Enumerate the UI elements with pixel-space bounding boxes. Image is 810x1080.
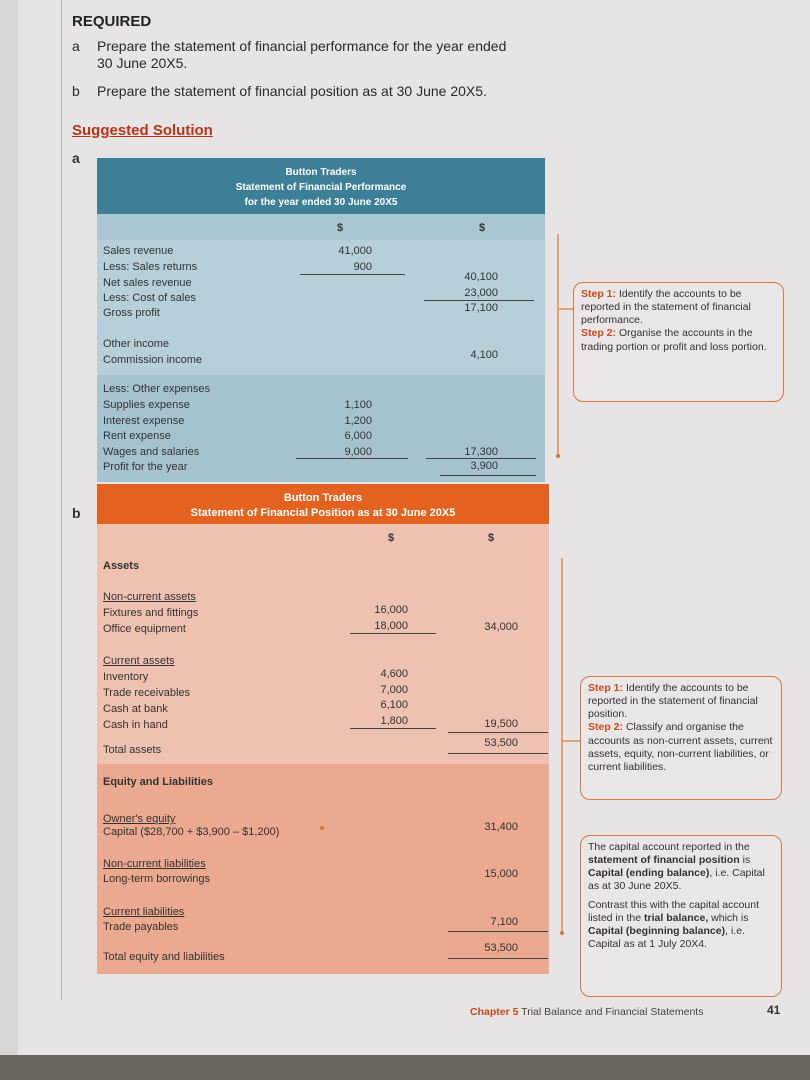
step-box-performance <box>573 282 784 402</box>
note-text: The capital account reported in the <box>588 841 750 853</box>
row-value: 900 <box>353 261 372 273</box>
subtotal-rule <box>448 732 548 733</box>
perf-col1-label: $ <box>337 222 344 234</box>
subtotal-rule <box>300 274 405 275</box>
bracket-line <box>561 558 563 933</box>
note-text: which is <box>708 911 749 924</box>
row-value: 4,600 <box>380 668 408 680</box>
row-label: Office equipment <box>103 623 186 635</box>
total-rule <box>440 475 536 476</box>
step2-label: Step 2: <box>581 327 617 340</box>
row-value: 15,000 <box>484 868 518 880</box>
subtotal-rule <box>350 633 436 634</box>
row-value: 40,100 <box>464 271 498 283</box>
total-rule <box>448 958 548 959</box>
note-text: is <box>739 854 751 867</box>
step1-label: Step 1: <box>588 682 624 694</box>
row-label: Current liabilities <box>103 906 185 918</box>
subtotal-rule <box>448 931 548 932</box>
row-label: Total assets <box>103 744 162 756</box>
total-rule <box>448 753 548 754</box>
row-value: 1,100 <box>344 399 372 411</box>
row-value: 9,000 <box>344 446 372 458</box>
row-label: Assets <box>103 560 140 572</box>
position-header <box>97 484 549 524</box>
req-b-line: Prepare the statement of financial position as at 30 June 20X5. <box>97 83 487 99</box>
row-value: 19,500 <box>484 718 518 730</box>
row-value: 4,100 <box>470 349 498 361</box>
row-label: Commission income <box>103 354 203 366</box>
row-label: Current assets <box>103 655 175 667</box>
step1-label: Step 1: <box>581 288 617 300</box>
note-bold: trial balance, <box>644 911 709 924</box>
note-bold: Capital (ending balance) <box>588 867 710 880</box>
capital-note-box <box>580 835 782 997</box>
note-bold: statement of financial position <box>588 854 740 867</box>
suggested-solution-heading: Suggested Solution <box>72 122 213 139</box>
step1-text: Identify the accounts to be reported in the statement of financial position. <box>588 682 758 721</box>
row-label: Inventory <box>103 671 149 683</box>
row-label: Trade receivables <box>103 687 191 699</box>
bracket-dot <box>560 931 564 935</box>
row-value: 6,000 <box>344 430 372 442</box>
subtotal-rule <box>350 728 436 729</box>
row-label: Non-current liabilities <box>103 858 206 870</box>
row-value: 1,800 <box>380 715 408 727</box>
row-value: 31,400 <box>484 821 518 833</box>
row-value: 7,000 <box>380 684 408 696</box>
row-value: 18,000 <box>374 620 408 632</box>
row-label: Cash at bank <box>103 703 168 715</box>
footer-title: Trial Balance and Financial Statements <box>521 1006 704 1018</box>
row-value: 16,000 <box>374 604 408 616</box>
row-label: Cash in hand <box>103 719 168 731</box>
step2-text: Organise the accounts in the trading portion or profit and loss portion. <box>581 327 767 353</box>
row-value: 6,100 <box>380 699 408 711</box>
row-label: Total equity and liabilities <box>103 951 225 963</box>
row-label: Trade payables <box>103 921 179 933</box>
step2-label: Step 2: <box>588 721 624 734</box>
perf-statement-title: Statement of Financial Performance <box>235 182 407 193</box>
row-label: Owner's equity <box>103 813 176 825</box>
page-edge <box>0 0 18 1055</box>
page-shadow <box>0 1055 810 1080</box>
row-value: 17,100 <box>464 302 498 314</box>
perf-period: for the year ended 30 June 20X5 <box>244 197 398 208</box>
bracket-dot <box>556 454 560 458</box>
row-label: Profit for the year <box>103 461 188 473</box>
subtotal-rule <box>424 300 534 301</box>
row-label: Wages and salaries <box>103 446 200 458</box>
row-label: Supplies expense <box>103 399 190 411</box>
page-number: 41 <box>767 1003 781 1017</box>
row-label: Less: Sales returns <box>103 261 198 273</box>
row-label: Less: Cost of sales <box>103 292 196 304</box>
note-bold: Capital (beginning balance) <box>588 924 726 937</box>
subtotal-rule <box>426 458 536 459</box>
step1-text: Identify the accounts to be reported in the statement of financial performance. <box>581 288 751 327</box>
row-label: Net sales revenue <box>103 277 192 289</box>
row-value: 3,900 <box>470 460 498 472</box>
row-label: Capital ($28,700 + $3,900 – $1,200) <box>103 826 280 838</box>
req-b-letter: b <box>72 83 80 99</box>
row-value: 34,000 <box>484 621 518 633</box>
bracket-line <box>557 234 559 456</box>
sfp-perf-header <box>97 158 545 214</box>
footer-chapter: Chapter 5 <box>470 1006 519 1018</box>
row-label: Non-current assets <box>103 591 196 603</box>
req-a-line2: 30 June 20X5. <box>97 55 188 71</box>
row-value: 53,500 <box>484 942 518 954</box>
row-label: Less: Other expenses <box>103 383 211 395</box>
perf-column-header <box>97 214 545 240</box>
capital-pointer-dot <box>320 826 324 830</box>
perf-col2-label: $ <box>479 222 486 234</box>
subtotal-rule <box>296 458 408 459</box>
note-text: Contrast this with the capital account listed in the <box>588 898 760 924</box>
row-label: Rent expense <box>103 430 171 442</box>
row-label: Long-term borrowings <box>103 873 210 885</box>
part-b-letter: b <box>72 505 81 521</box>
req-a-line1: Prepare the statement of financial performance for the year ended <box>97 38 507 54</box>
step-box-position <box>580 676 782 800</box>
req-a-letter: a <box>72 38 80 54</box>
note-text: , i.e. Capital as at 30 June 20X5. <box>588 867 765 893</box>
bracket-connector <box>559 308 573 310</box>
position-statement-title: Statement of Financial Position as at 30 June 20X5 <box>190 507 456 519</box>
margin-rule <box>61 0 62 1000</box>
row-label: Equity and Liabilities <box>103 776 214 788</box>
step2-text: Classify and organise the accounts as non-current assets, current assets, equity, non-current liabilities, or current liabilities. <box>588 721 773 773</box>
row-value: 41,000 <box>338 245 372 257</box>
perf-company: Button Traders <box>285 167 357 178</box>
row-label: Fixtures and fittings <box>103 607 199 619</box>
part-a-letter: a <box>72 150 80 166</box>
row-value: 23,000 <box>464 287 498 299</box>
position-company: Button Traders <box>283 492 363 504</box>
row-label: Other income <box>103 338 170 350</box>
note-text: , i.e. Capital as at 1 July 20X4. <box>588 924 745 950</box>
row-value: 17,300 <box>464 446 498 458</box>
position-col2-label: $ <box>488 532 495 544</box>
row-value: 53,500 <box>484 737 518 749</box>
row-value: 7,100 <box>490 916 518 928</box>
page-footer <box>470 1006 703 1018</box>
row-label: Sales revenue <box>103 245 174 257</box>
row-value: 1,200 <box>344 415 372 427</box>
position-col1-label: $ <box>388 532 395 544</box>
bracket-connector <box>563 740 580 742</box>
row-label: Interest expense <box>103 415 185 427</box>
required-heading: REQUIRED <box>72 13 152 30</box>
row-label: Gross profit <box>103 307 160 319</box>
